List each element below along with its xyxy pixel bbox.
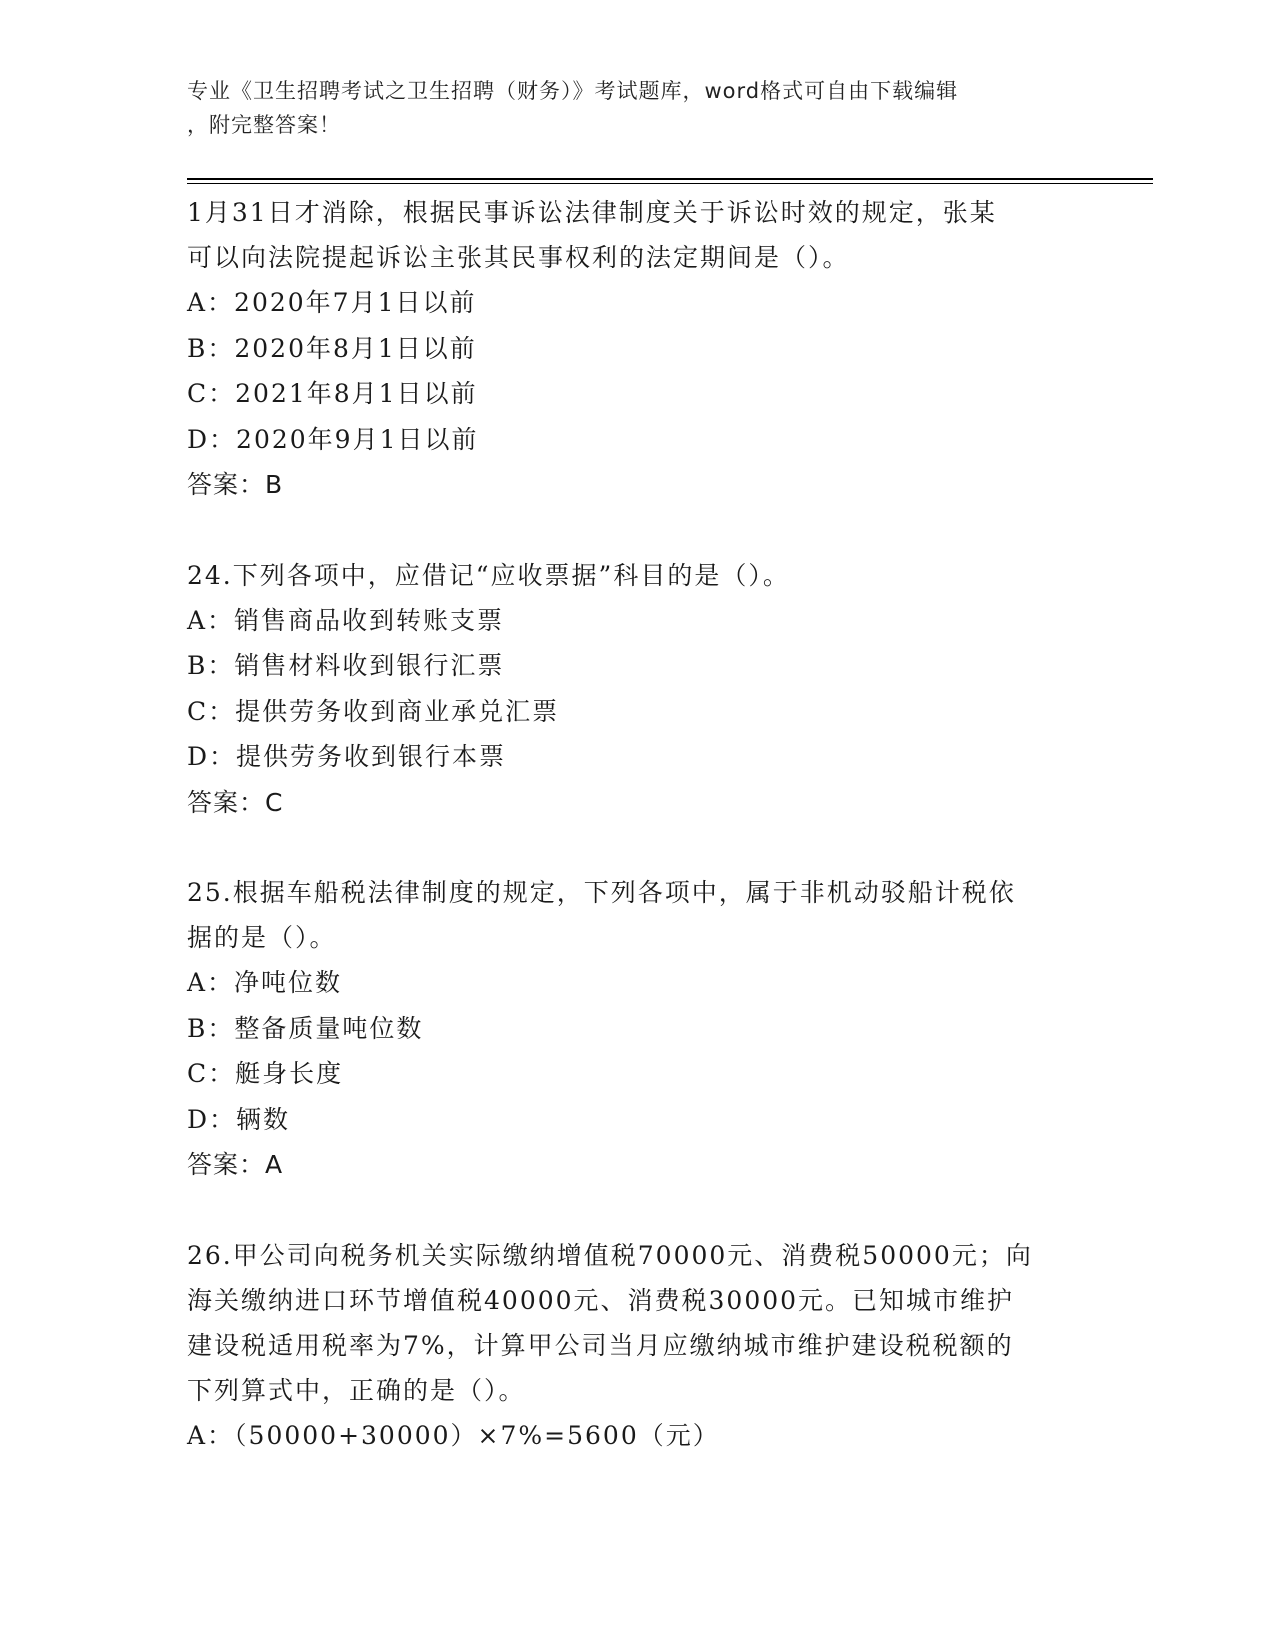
question-list <box>187 190 1087 1458</box>
answer-option: C：2021年8月1日以前 <box>187 379 478 408</box>
question-block <box>187 190 1087 508</box>
answer-key: 答案：C <box>187 787 284 817</box>
question-text-line: 下列算式中，正确的是（）。 <box>187 1375 526 1405</box>
answer-option: A：销售商品收到转账支票 <box>187 605 505 635</box>
answer-key: 答案：A <box>187 1150 284 1179</box>
question-block <box>187 553 1087 826</box>
question-block <box>187 870 1087 1188</box>
answer-option: A：净吨位数 <box>187 968 343 997</box>
answer-option: B：2020年8月1日以前 <box>187 333 477 363</box>
answer-option: D：辆数 <box>187 1104 291 1134</box>
answer-option: C：提供劳务收到商业承兑汇票 <box>187 696 560 726</box>
answer-option: B：整备质量吨位数 <box>187 1013 424 1043</box>
answer-option: A：（50000+30000）×7%=5600（元） <box>187 1420 720 1450</box>
question-text-line: 26.甲公司向税务机关实际缴纳增值税70000元、消费税50000元；向 <box>187 1240 1033 1270</box>
header-line-1: 专业《卫生招聘考试之卫生招聘（财务）》考试题库，word格式可自由下载编辑 <box>187 79 959 103</box>
answer-option: D：提供劳务收到银行本票 <box>187 742 507 771</box>
question-text-line: 可以向法院提起诉讼主张其民事权利的法定期间是（）。 <box>187 243 850 272</box>
header-rule-thin <box>187 183 1153 184</box>
question-text-line: 建设税适用税率为7%，计算甲公司当月应缴纳城市维护建设税税额的 <box>187 1330 1014 1360</box>
document-header <box>187 74 1067 142</box>
header-rule-thick <box>187 178 1153 180</box>
answer-option: C：艇身长度 <box>187 1059 344 1088</box>
question-text-line: 24.下列各项中，应借记“应收票据”科目的是（）。 <box>187 560 790 590</box>
answer-option: A：2020年7月1日以前 <box>187 288 477 317</box>
question-text-line: 据的是（）。 <box>187 923 337 952</box>
question-text-line: 海关缴纳进口环节增值税40000元、消费税30000元。已知城市维护 <box>187 1285 1015 1315</box>
header-line-2: ，附完整答案！ <box>187 113 341 137</box>
question-text-line: 1月31日才消除，根据民事诉讼法律制度关于诉讼时效的规定，张某 <box>187 198 997 227</box>
answer-option: D：2020年9月1日以前 <box>187 424 479 454</box>
question-text-line: 25.根据车船税法律制度的规定，下列各项中，属于非机动驳船计税依 <box>187 878 1016 907</box>
question-block <box>187 1233 1087 1459</box>
answer-option: B：销售材料收到银行汇票 <box>187 651 505 680</box>
answer-key: 答案：B <box>187 470 284 499</box>
